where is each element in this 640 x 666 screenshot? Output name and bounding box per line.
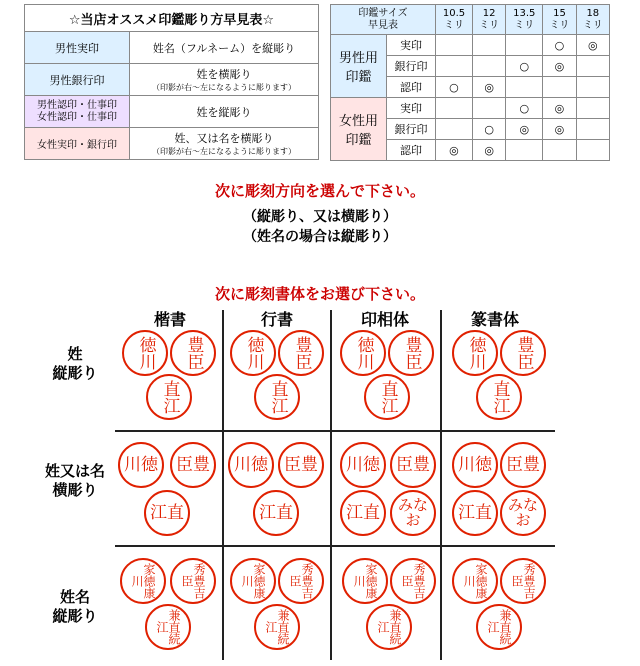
seal-type: 認印 — [387, 77, 436, 98]
mark — [436, 119, 473, 140]
seal-impression: 直江 — [476, 374, 522, 420]
seal-type: 銀行印 — [387, 56, 436, 77]
size-col — [506, 5, 543, 35]
seal-impression: 豊臣 — [388, 330, 434, 376]
mark: ○ — [472, 119, 505, 140]
mark — [436, 56, 473, 77]
mark — [472, 56, 505, 77]
guide-label: 男性実印 — [25, 32, 130, 64]
seal-impression: 秀豊吉臣 — [170, 558, 216, 604]
seal-impression: 江直 — [253, 490, 299, 536]
seal-impression: 江直 — [144, 490, 190, 536]
mark: ◎ — [506, 119, 543, 140]
seal-impression: 家徳康川 — [120, 558, 166, 604]
size-unit: ミリ — [479, 19, 500, 31]
mark — [576, 140, 609, 161]
size-unit: ミリ — [549, 19, 570, 31]
seal-impression: 豊臣 — [170, 330, 216, 376]
row-label: 横彫り — [52, 481, 98, 499]
seal-impression: 直江 — [254, 374, 300, 420]
grid-line — [115, 545, 555, 547]
mark — [506, 77, 543, 98]
seal-impression: 兼直続江 — [476, 604, 522, 650]
mark — [436, 98, 473, 119]
size-number: 15 — [553, 7, 566, 19]
size-number: 12 — [482, 7, 496, 19]
seal-type: 実印 — [387, 35, 436, 56]
mark: ○ — [436, 77, 473, 98]
row-label: 縦彫り — [52, 364, 98, 382]
seal-impression: 兼直続江 — [145, 604, 191, 650]
size-number: 10.5 — [442, 7, 466, 19]
direction-heading: 次に彫刻方向を選んで下さい。 — [214, 182, 425, 200]
row-label: 縦彫り — [52, 607, 98, 625]
seal-impression: 川徳 — [228, 442, 274, 488]
seal-type: 実印 — [387, 98, 436, 119]
mark: ◎ — [472, 77, 505, 98]
mark — [576, 77, 609, 98]
mark — [543, 140, 576, 161]
seal-impression: 徳川 — [452, 330, 498, 376]
group-label: 女性用 — [338, 114, 378, 129]
guide-label: 女性実印・銀行印 — [25, 128, 130, 160]
seal-impression: 豊臣 — [500, 330, 546, 376]
column-tenshotai: 篆書体 — [470, 310, 519, 329]
guide-desc: 姓、又は名を横彫り — [174, 132, 274, 145]
mark — [472, 35, 505, 56]
guide-desc-cell — [130, 64, 319, 96]
size-col — [472, 5, 505, 35]
seal-impression: 江直 — [340, 490, 386, 536]
row-label: 姓名 — [59, 588, 90, 606]
size-col — [576, 5, 609, 35]
size-number: 13.5 — [513, 7, 536, 19]
row-label: 姓 — [67, 345, 83, 363]
row-label-seimei-tate — [25, 588, 125, 626]
seal-impression: 兼直続江 — [366, 604, 412, 650]
seal-impression: 江直 — [452, 490, 498, 536]
mark — [576, 56, 609, 77]
seal-impression: 臣豊 — [390, 442, 436, 488]
seal-impression: 兼直続江 — [254, 604, 300, 650]
seal-type: 銀行印 — [387, 119, 436, 140]
grid-line — [222, 310, 224, 660]
group-label: 印鑑 — [345, 133, 372, 148]
size-unit: ミリ — [443, 19, 464, 31]
group-label: 印鑑 — [345, 70, 372, 85]
seal-impression: 秀豊吉臣 — [278, 558, 324, 604]
seal-impression: 家徳康川 — [230, 558, 276, 604]
engraving-guide-table — [24, 4, 319, 160]
mark: ◎ — [436, 140, 473, 161]
seal-impression: 直江 — [146, 374, 192, 420]
grid-line — [330, 310, 332, 660]
seal-impression: 臣豊 — [500, 442, 546, 488]
seal-impression: 川徳 — [452, 442, 498, 488]
grid-line — [115, 430, 555, 432]
mark: ◎ — [543, 119, 576, 140]
mark — [472, 98, 505, 119]
guide-label: 女性認印・仕事印 — [37, 111, 117, 123]
direction-line-1: （縦彫り、又は横彫り） — [243, 209, 397, 225]
mark — [543, 77, 576, 98]
seal-impression: 家徳康川 — [452, 558, 498, 604]
seal-impression: みなお — [500, 490, 546, 536]
size-number: 18 — [586, 7, 600, 19]
seal-impression: 直江 — [364, 374, 410, 420]
size-header-line: 早見表 — [368, 19, 398, 31]
seal-impression: 川徳 — [340, 442, 386, 488]
mark: ◎ — [472, 140, 505, 161]
guide-label: 男性銀行印 — [25, 64, 130, 96]
mark: ◎ — [576, 35, 609, 56]
seal-impression: 臣豊 — [170, 442, 216, 488]
column-gyosho: 行書 — [260, 310, 293, 329]
seal-type: 認印 — [387, 140, 436, 161]
mark — [576, 119, 609, 140]
size-col — [436, 5, 473, 35]
seal-impression: 川徳 — [118, 442, 164, 488]
row-label-sei-tate — [25, 345, 125, 383]
mark — [506, 35, 543, 56]
direction-line-2: （姓名の場合は縦彫り） — [243, 229, 397, 245]
mark: ◎ — [543, 98, 576, 119]
size-unit: ミリ — [582, 19, 603, 31]
size-unit: ミリ — [514, 19, 535, 31]
female-group — [331, 98, 387, 161]
mark: ○ — [506, 56, 543, 77]
guide-label: 男性認印・仕事印 — [37, 99, 117, 111]
size-header-line: 印鑑サイズ — [358, 7, 408, 19]
male-group — [331, 35, 387, 98]
column-kaisho: 楷書 — [153, 310, 186, 329]
guide-desc-cell — [130, 128, 319, 160]
mark: ○ — [506, 98, 543, 119]
mark — [576, 98, 609, 119]
seal-impression: 徳川 — [230, 330, 276, 376]
seal-impression: 秀豊吉臣 — [390, 558, 436, 604]
size-col — [543, 5, 576, 35]
seal-impression: 家徳康川 — [342, 558, 388, 604]
seal-impression: 秀豊吉臣 — [500, 558, 546, 604]
row-label: 姓又は名 — [44, 462, 105, 480]
seal-impression: 豊臣 — [278, 330, 324, 376]
font-heading: 次に彫刻書体をお選び下さい。 — [214, 285, 425, 303]
guide-desc: 姓を縦彫り — [130, 96, 319, 128]
seal-impression: 臣豊 — [278, 442, 324, 488]
mark: ○ — [543, 35, 576, 56]
guide-note: （印影が右～左になるように彫ります） — [152, 83, 296, 92]
group-label: 男性用 — [338, 51, 378, 66]
seal-impression: みなお — [390, 490, 436, 536]
guide-label-cell — [25, 96, 130, 128]
grid-line — [440, 310, 442, 660]
guide-desc: 姓を横彫り — [196, 68, 252, 81]
size-table — [330, 4, 610, 161]
guide-desc: 姓名（フルネーム）を縦彫り — [130, 32, 319, 64]
row-label-sei-yoko — [25, 462, 125, 500]
mark — [506, 140, 543, 161]
guide-note: （印影が右～左になるように彫ります） — [152, 147, 296, 156]
mark: ◎ — [543, 56, 576, 77]
column-insotai: 印相体 — [360, 310, 409, 329]
guide-title: ☆当店オススメ印鑑彫り方早見表☆ — [25, 5, 319, 32]
seal-impression: 徳川 — [122, 330, 168, 376]
mark — [436, 35, 473, 56]
seal-impression: 徳川 — [340, 330, 386, 376]
size-table-header — [331, 5, 436, 35]
